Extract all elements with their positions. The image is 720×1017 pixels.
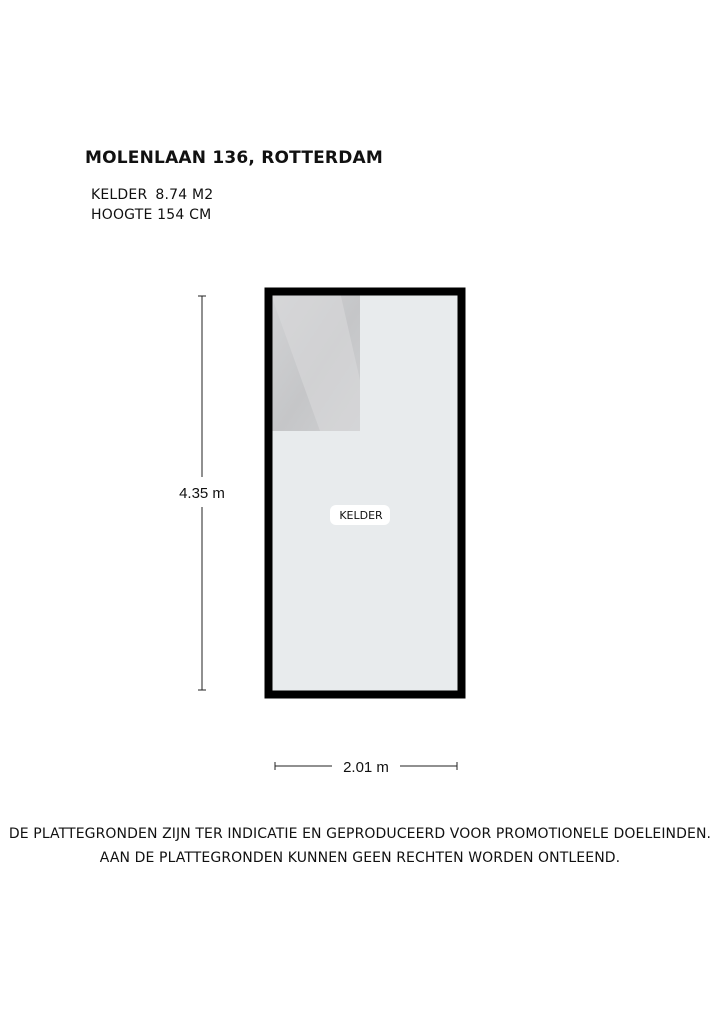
disclaimer-line-1: DE PLATTEGRONDEN ZIJN TER INDICATIE EN GEPRODUCEERD VOOR PROMOTIONELE DOELEINDEN. xyxy=(8,826,712,842)
height-info: HOOGTE 154 CM xyxy=(91,207,212,223)
disclaimer-line-2: AAN DE PLATTEGRONDEN KUNNEN GEEN RECHTEN WORDEN ONTLEEND. xyxy=(99,850,621,866)
height-dimension xyxy=(179,296,225,690)
address-title: MOLENLAAN 136, ROTTERDAM xyxy=(85,148,384,168)
room-label: KELDER xyxy=(339,509,383,522)
width-dimension-label: 2.01 m xyxy=(343,759,389,776)
width-dimension xyxy=(275,759,457,776)
area-value: 8.74 M2 xyxy=(155,187,214,203)
height-dimension-label: 4.35 m xyxy=(179,485,225,502)
area-room-name: KELDER xyxy=(91,187,148,203)
